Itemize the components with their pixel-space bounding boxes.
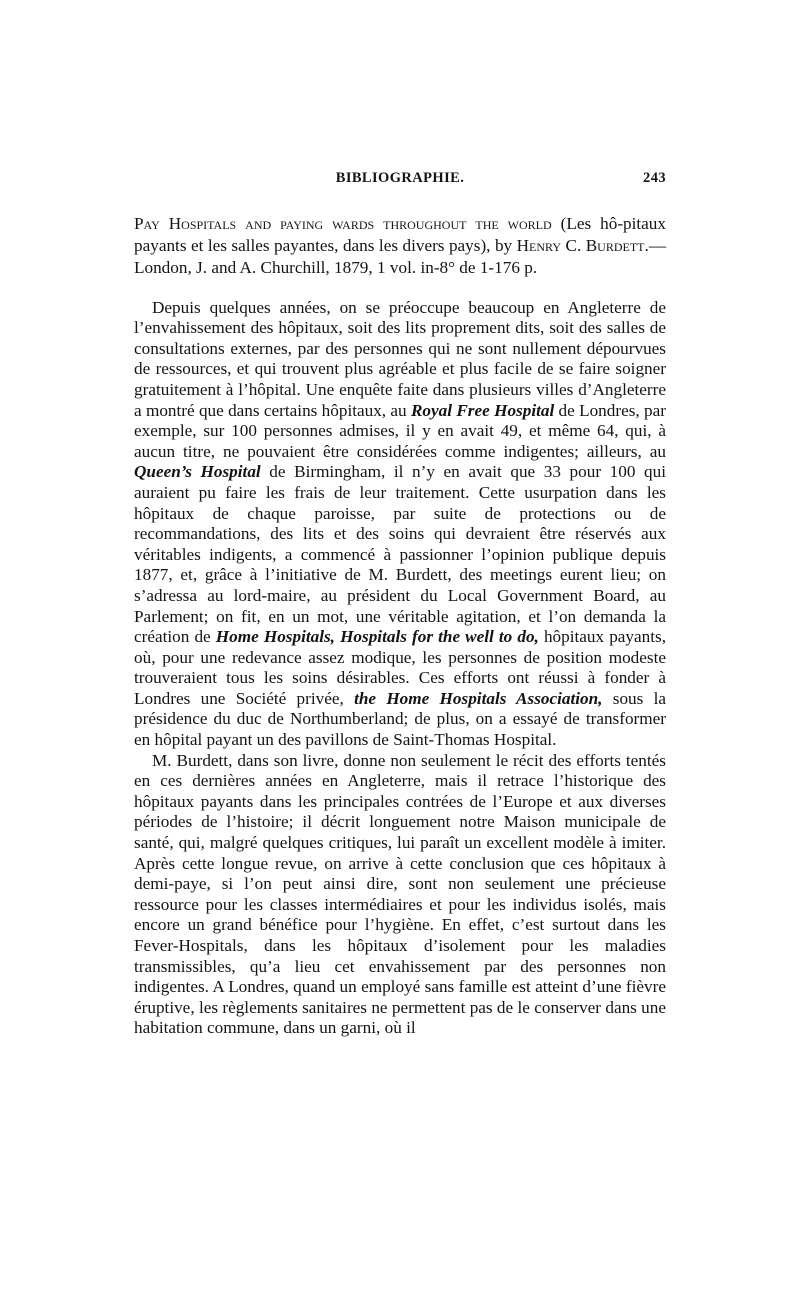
paragraph-1 <box>134 298 666 751</box>
entry-title: Pay Hospitals and paying wards throughout the world <box>134 214 552 233</box>
p1-italic-association: the Home Hospitals Association, <box>354 688 603 708</box>
p1-text-1: Depuis quelques années, on se préoccupe beaucoup en Angleterre de l’envahissement des hôpitaux, soit des lits proprement dits, soit des salles de consultations externes, par des personnes qui ne sont nullement dépourvues de ressources, et qui trouvent plus agréable et plus facile de se faire soigner gratuitement à l’hôpital. Une enquête faite dans plusieurs villes d’Angleterre a montré que dans certains hôpitaux, au <box>134 297 666 420</box>
page-number: 243 <box>643 170 666 186</box>
entry-imprint: — London, J. and A. Churchill, 1879, 1 vol. in-8° de 1-176 p. <box>134 236 666 278</box>
p1-text-5: sous la présidence du duc de Northumberland; de plus, on a essayé de transformer en hôpital payant un des pavillons de Saint-Thomas Hospital. <box>134 688 667 750</box>
p1-text-2: de Londres, par exemple, sur 100 personnes admises, il y en avait 49, et même 64, qui, à aucun titre, ne pouvaient être considérées comme indigentes; ailleurs, au <box>134 400 666 461</box>
entry-author: Henry C. Burdett. <box>516 236 649 256</box>
p1-italic-queens: Queen’s Hospital <box>134 462 261 482</box>
bibliographic-entry <box>134 213 666 280</box>
p1-italic-home-hospitals: Home Hospitals, Hospitals for the well to do, <box>215 627 539 647</box>
p1-text-4: hôpitaux payants, où, pour une redevance assez modique, les personnes de position modeste trouveraient tous les soins désirables. Ces efforts ont réussi à fonder à Londres une Société privée, <box>134 627 666 708</box>
running-head <box>134 170 666 196</box>
entry-title-rest: (Les hô-pitaux payants et les salles payantes, dans les divers pays), by <box>134 214 666 256</box>
paragraph-2: M. Burdett, dans son livre, donne non seulement le récit des efforts tentés en ces dernières années en Angleterre, mais il retrace l’historique des hôpitaux payants dans les principales contrées de l’Europe et aux diverses périodes de l’histoire; il décrit longuement notre Maison municipale de santé, qui, malgré quelques critiques, lui paraît un excellent modèle à imiter. Après cette longue revue, on arrive à cette conclusion que ces hôpitaux à demi-paye, si l’on peut ainsi dire, sont non seulement une précieuse ressource pour les classes intermédiaires et pour les individus isolés, mais encore un grand bénéfice pour l’hygiène. En effet, c’est surtout dans les Fever-Hospitals, dans les hôpitaux d’isolement pour les maladies transmissibles, qu’a lieu cet envahissement par des personnes non indigentes. A Londres, quand un employé sans famille est atteint d’une fièvre éruptive, les règlements sanitaires ne permettent pas de le conserver dans une habitation commune, dans un garni, où il <box>134 750 666 1038</box>
page <box>134 170 666 1039</box>
p1-italic-royal-free: Royal Free Hospital <box>410 400 555 420</box>
running-title: BIBLIOGRAPHIE. <box>335 170 465 186</box>
p1-text-3: de Birmingham, il n’y en avait que 33 pour 100 qui auraient pu faire les frais de leur traitement. Cette usurpation dans les hôpitaux de chaque paroisse, par suite de protections ou de recommandations, des lits et des soins qui devraient être réservés aux véritables indigents, a commencé à passionner l’opinion publique depuis 1877, et, grâce à l’initiative de M. Burdett, des meetings eurent lieu; on s’adressa au lord-maire, au président du Local Government Board, au Parlement; on fit, en un mot, une véritable agitation, et l’on demanda la création de <box>134 462 666 647</box>
review-body <box>134 298 666 1039</box>
